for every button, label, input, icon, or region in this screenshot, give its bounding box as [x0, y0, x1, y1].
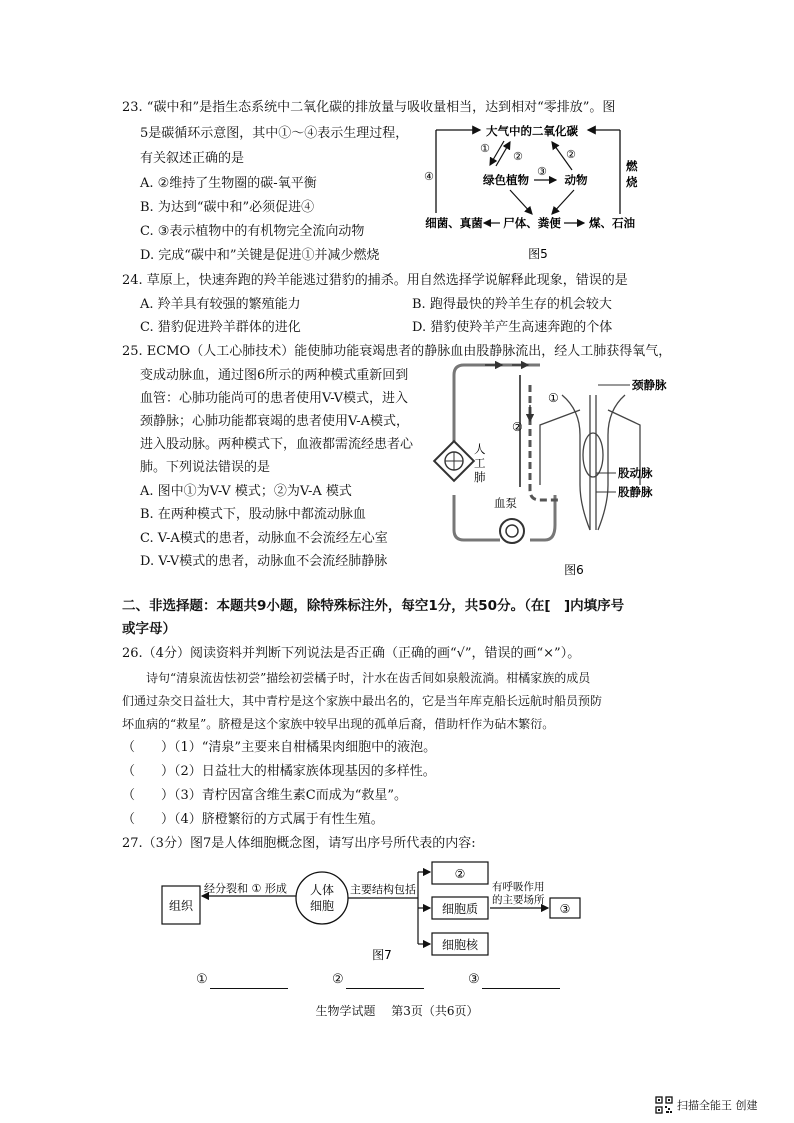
q23-option-d: D. 完成“碳中和”关键是促进①并减少燃烧 — [140, 248, 380, 263]
qr-code-icon — [655, 1096, 673, 1114]
fig5-burn-1: 燃 — [626, 159, 638, 173]
q26-item-2[interactable]: （ ）（2）日益壮大的柑橘家族体现基因的多样性。 — [122, 764, 436, 779]
q26-item-1[interactable]: （ ）（1）“清泉”主要来自柑橘果肉细胞中的液泡。 — [122, 740, 437, 755]
fig6-pump: 血泵 — [494, 496, 517, 510]
fig7-resp-2: 的主要场所 — [492, 894, 545, 906]
fig7-structures: 主要结构包括 — [350, 883, 416, 896]
q24-option-c: C. 猎豹促进羚羊群体的进化 — [140, 320, 301, 335]
fig6-femoral-vein: 股静脉 — [618, 485, 653, 499]
fig6-artificial-lung-3: 肺 — [474, 470, 486, 484]
q25-line2: 变成动脉血，通过图6所示的两种模式重新回到 — [140, 368, 409, 383]
fig7-process: 经分裂和 ① 形成 — [204, 882, 287, 895]
q25-option-c: C. V-A模式的患者，动脉血不会流经左心室 — [140, 531, 388, 546]
q27-blank-3[interactable]: ③ — [468, 971, 560, 989]
figure6-ecmo — [430, 355, 685, 587]
q26-passage-line2: 们通过杂交日益壮大，其中青柠是这个家族中最出名的，它是当年库克船长远航时船员预防 — [122, 694, 603, 708]
q27-blank-1[interactable]: ① — [196, 971, 288, 989]
fig6-jugular: 颈静脉 — [632, 378, 667, 392]
q23-stem-line3: 有关叙述正确的是 — [140, 151, 245, 166]
q26-passage-line1: 诗句“清泉流齿怯初尝”描绘初尝橘子时，汁水在齿舌间如泉般流淌。柑橘家族的成员 — [146, 671, 591, 685]
q24-option-a: A. 羚羊具有较强的繁殖能力 — [140, 297, 301, 312]
page-footer: 生物学试题 第3页（共6页） — [315, 1004, 479, 1018]
fig5-n1: ① — [480, 142, 490, 155]
fig7-nucleus: 细胞核 — [441, 938, 479, 952]
q25-line4: 颈静脉；心肺功能都衰竭的患者使用V-A模式， — [140, 414, 409, 429]
q26-item-3[interactable]: （ ）（3）青柠因富含维生素C而成为“救星”。 — [122, 788, 408, 803]
fig5-n4: ④ — [424, 170, 434, 183]
fig5-n2: ② — [513, 150, 523, 163]
fig5-n3: ③ — [537, 165, 547, 178]
fig5-remains: 尸体、粪便 — [503, 216, 561, 230]
artificial-lung-icon — [434, 441, 474, 481]
fig5-n2-right: ② — [566, 148, 576, 161]
q27-stem: 27.（3分）图7是人体细胞概念图，请写出序号所代表的内容: — [122, 836, 476, 851]
q25-line5: 进入股动脉。两种模式下，血液都需流经患者心 — [140, 437, 414, 452]
q23-stem-line2: 5是碳循环示意图，其中①～④表示生理过程， — [140, 126, 409, 141]
figure5-carbon-cycle — [420, 118, 650, 263]
fig7-cytoplasm: 细胞质 — [441, 902, 479, 916]
q24-stem: 24. 草原上，快速奔跑的羚羊能逃过猎豹的捕杀。用自然选择学说解释此现象，错误的是 — [122, 273, 628, 288]
q25-option-a: A. 图中①为V-V 模式；②为V-A 模式 — [140, 484, 352, 499]
fig5-animals: 动物 — [564, 173, 588, 187]
section2-heading-line2: 或字母） — [122, 621, 176, 637]
q25-line3: 血管：心肺功能尚可的患者使用V-V模式，进入 — [140, 391, 409, 406]
fig7-caption: 图7 — [372, 948, 392, 962]
fig5-atmosphere: 大气中的二氧化碳 — [486, 124, 578, 138]
q24-option-b: B. 跑得最快的羚羊生存的机会较大 — [412, 297, 612, 312]
fig5-plants: 绿色植物 — [483, 173, 529, 187]
fig6-artificial-lung-2: 工 — [474, 456, 486, 470]
fig7-tissue: 组织 — [168, 899, 194, 913]
q23-option-c: C. ③表示植物中的有机物完全流向动物 — [140, 224, 365, 239]
fig5-burn-2: 烧 — [626, 175, 638, 189]
fig6-femoral-artery: 股动脉 — [618, 466, 653, 480]
q23-option-a: A. ②维持了生物圈的碳-氧平衡 — [140, 176, 317, 191]
q25-line6: 肺。下列说法错误的是 — [140, 460, 271, 475]
q25-option-b: B. 在两种模式下，股动脉中都流动脉血 — [140, 507, 366, 522]
fig6-n1: ① — [548, 391, 559, 405]
fig6-n2: ② — [512, 420, 523, 434]
q23-stem-line1: 23. “碳中和”是指生态系统中二氧化碳的排放量与吸收量相当，达到相对“零排放”。图 — [122, 100, 616, 115]
fig7-box2: ② — [454, 867, 466, 881]
fig7-box3: ③ — [559, 902, 571, 916]
section2-heading-line1: 二、非选择题：本题共9小题，除特殊标注外，每空1分，共50分。（在[ ]内填序号 — [122, 598, 625, 614]
q23-option-b: B. 为达到“碳中和”必须促进④ — [140, 200, 315, 215]
fig7-resp-1: 有呼吸作用 — [492, 881, 545, 893]
fig5-decomposers: 细菌、真菌 — [425, 216, 483, 230]
fig7-cell-2: 细胞 — [309, 899, 335, 913]
q25-option-d: D. V-V模式的患者，动脉血不会流经肺静脉 — [140, 554, 388, 569]
watermark-text: 扫描全能王 创建 — [677, 1099, 758, 1112]
q27-blank-2[interactable]: ② — [332, 971, 424, 989]
q26-item-4[interactable]: （ ）（4）脐橙繁衍的方式属于有性生殖。 — [122, 812, 384, 827]
fig5-caption: 图5 — [528, 247, 548, 261]
q25-line1: 25. ECMO（人工心肺技术）能使肺功能衰竭患者的静脉血由股静脉流出，经人工肺获得氧气， — [122, 344, 672, 359]
q24-option-d: D. 猎豹使羚羊产生高速奔跑的个体 — [412, 320, 613, 335]
fig6-caption: 图6 — [564, 563, 584, 577]
blood-pump-icon — [500, 519, 524, 543]
q26-passage-line3: 坏血病的“救星”。脐橙是这个家族中较早出现的孤单后裔，借助杆作为砧木繁衍。 — [122, 717, 555, 731]
q26-stem: 26.（4分）阅读资料并判断下列说法是否正确（正确的画“√”，错误的画“×”）。 — [122, 646, 581, 661]
figure7-concept-map — [160, 858, 600, 966]
fig6-artificial-lung-1: 人 — [474, 442, 486, 456]
fig5-fossil: 煤、石油 — [589, 216, 635, 230]
fig7-cell-1: 人体 — [309, 883, 335, 897]
